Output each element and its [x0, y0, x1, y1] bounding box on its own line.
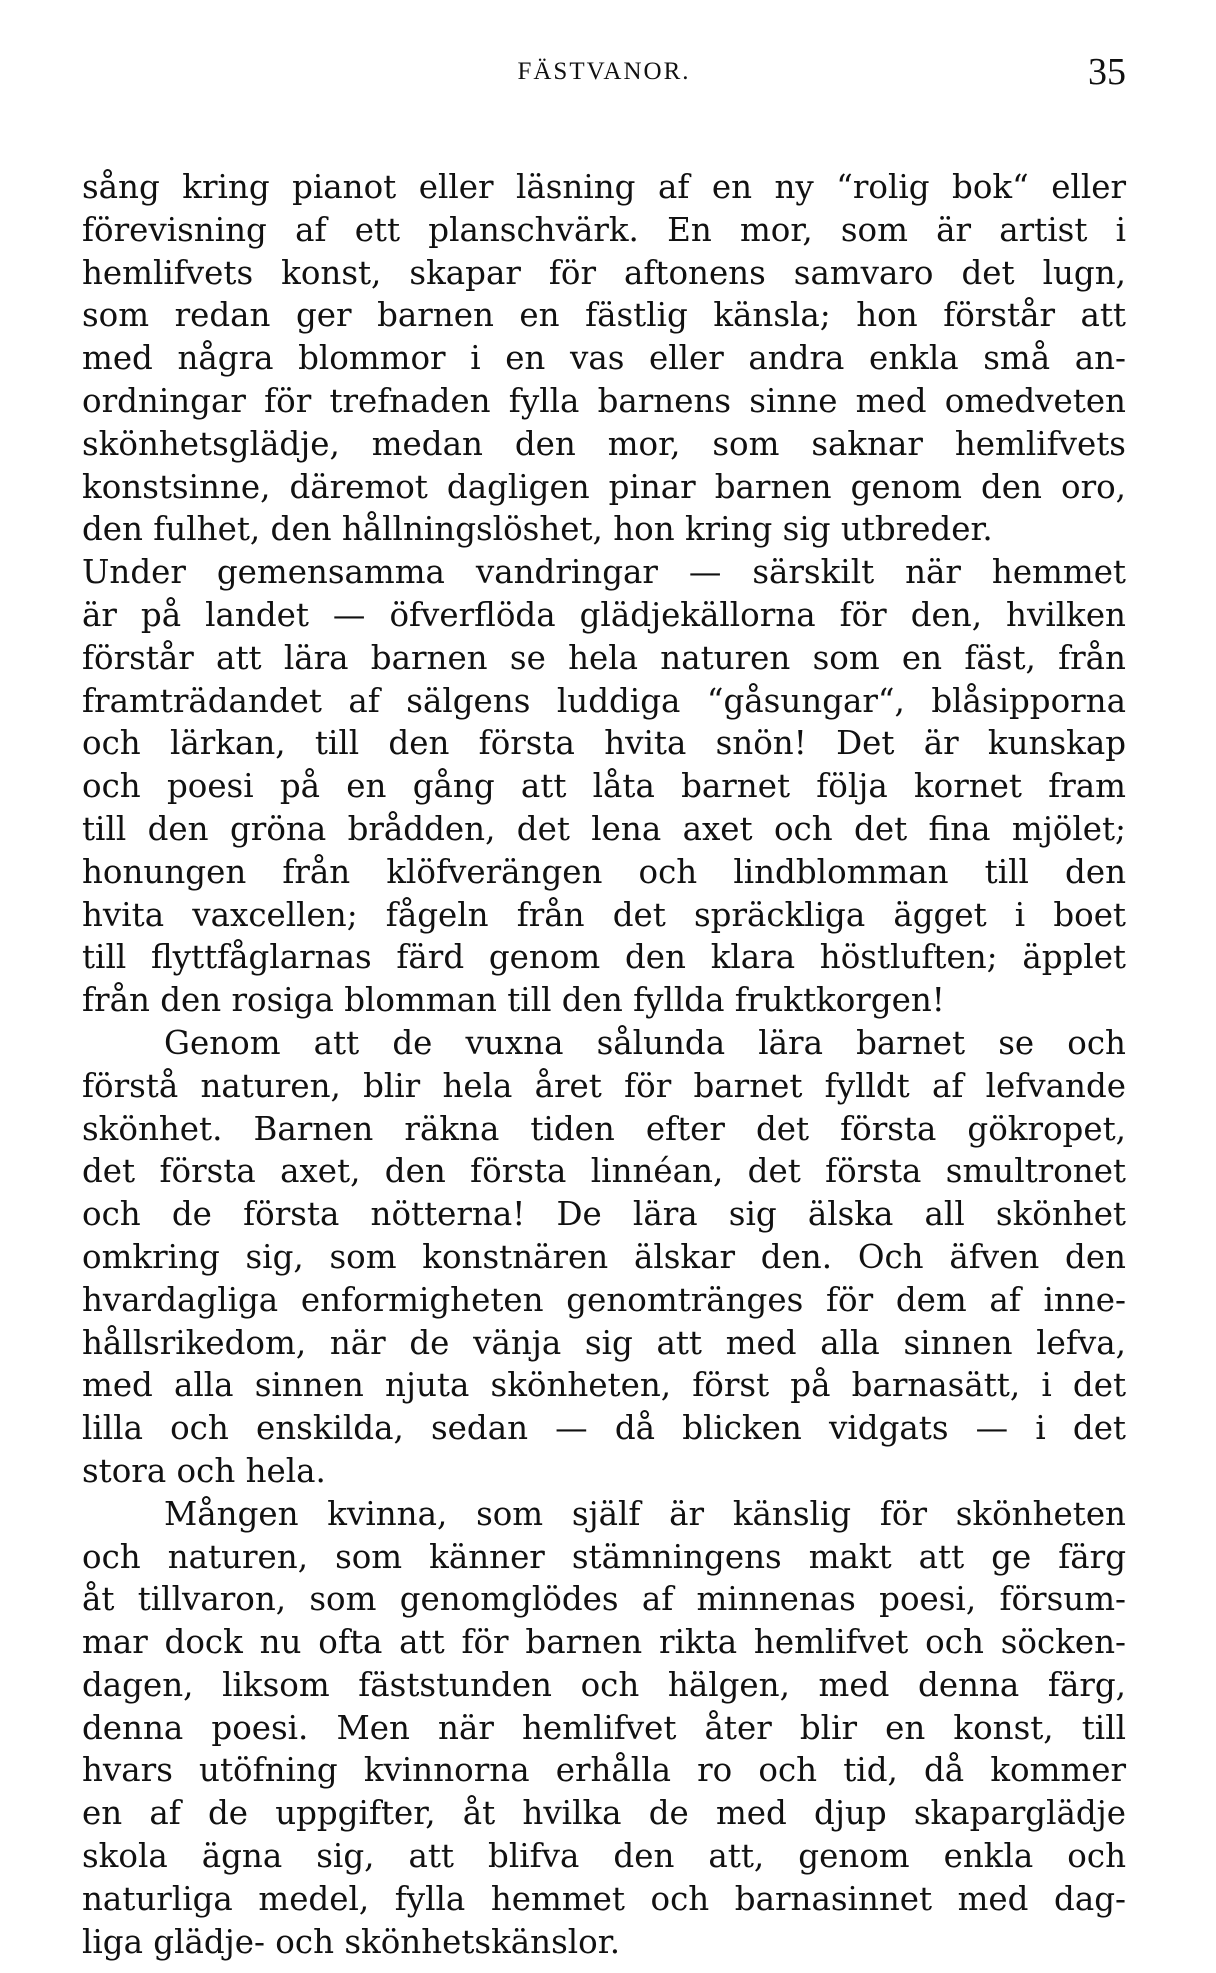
text-line: hvita vaxcellen; fågeln från det spräckliga ägget i boet	[82, 895, 1126, 934]
text-line: honungen från klöfverängen och lindblomman till den	[82, 852, 1126, 891]
running-title: FÄSTVANOR.	[517, 58, 691, 85]
text-line: Under gemensamma vandringar — särskilt när hemmet	[82, 553, 1126, 592]
text-line: till den gröna brådden, det lena axet och det fina mjölet;	[82, 809, 1126, 848]
text-line: Genom att de vuxna sålunda lära barnet se och	[164, 1023, 1126, 1062]
text-line: framträdandet af sälgens luddiga “gåsungar“, blåsipporna	[82, 681, 1126, 720]
text-line: ordningar för trefnaden fylla barnens sinne med omedveten	[82, 381, 1126, 420]
text-line: och lärkan, till den första hvita snön! Det är kunskap	[82, 724, 1126, 763]
text-line: och poesi på en gång att låta barnet följa kornet fram	[82, 767, 1126, 806]
running-header	[82, 50, 1126, 110]
text-line: naturliga medel, fylla hemmet och barnasinnet med dag-	[82, 1879, 1126, 1918]
text-line: och naturen, som känner stämningens makt att ge färg	[82, 1537, 1126, 1576]
page-number: 35	[1088, 51, 1126, 93]
text-line: från den rosiga blomman till den fyllda fruktkorgen!	[82, 981, 945, 1020]
text-line: förstår att lära barnen se hela naturen som en fäst, från	[82, 638, 1126, 677]
text-line: hemlifvets konst, skapar för aftonens samvaro det lugn,	[82, 253, 1126, 292]
text-line: sång kring pianot eller läsning af en ny “rolig bok“ eller	[82, 168, 1126, 206]
text-line: med några blommor i en vas eller andra enkla små an-	[82, 339, 1126, 378]
text-line: Mången kvinna, som själf är känslig för skönheten	[164, 1494, 1126, 1533]
text-line: dagen, liksom fäststunden och hälgen, med denna färg,	[82, 1665, 1126, 1704]
text-line: det första axet, den första linnéan, det första smultronet	[82, 1152, 1126, 1191]
text-line: med alla sinnen njuta skönheten, först på barnasätt, i det	[82, 1366, 1126, 1405]
text-line: förevisning af ett planschvärk. En mor, som är artist i	[82, 210, 1126, 249]
text-line: är på landet — öfverflöda glädjekällorna för den, hvilken	[82, 595, 1126, 634]
body-text	[82, 166, 1126, 1963]
text-line: hvardagliga enformigheten genomtränges för dem af inne-	[82, 1280, 1126, 1319]
text-line: mar dock nu ofta att för barnen rikta hemlifvet och söcken-	[82, 1623, 1126, 1662]
text-line: skönhetsglädje, medan den mor, som saknar hemlifvets	[82, 424, 1126, 463]
text-line: hvars utöfning kvinnorna erhålla ro och tid, då kommer	[82, 1751, 1126, 1790]
text-line: hållsrikedom, när de vänja sig att med alla sinnen lefva,	[82, 1323, 1126, 1362]
text-line: den fulhet, den hållningslöshet, hon kring sig utbreder.	[82, 510, 993, 549]
text-line: som redan ger barnen en fästlig känsla; hon förstår att	[82, 296, 1126, 335]
text-line: en af de uppgifter, åt hvilka de med djup skaparglädje	[82, 1794, 1126, 1833]
text-line: och de första nötterna! De lära sig älska all skönhet	[82, 1195, 1126, 1234]
text-line: lilla och enskilda, sedan — då blicken vidgats — i det	[82, 1409, 1126, 1448]
text-line: stora och hela.	[82, 1451, 326, 1490]
text-line: konstsinne, däremot dagligen pinar barnen genom den oro,	[82, 467, 1126, 506]
text-line: omkring sig, som konstnären älskar den. Och äfven den	[82, 1237, 1126, 1276]
text-line: åt tillvaron, som genomglödes af minnenas poesi, försum-	[82, 1580, 1126, 1619]
text-line: skola ägna sig, att blifva den att, genom enkla och	[82, 1837, 1126, 1876]
text-line: skönhet. Barnen räkna tiden efter det första gökropet,	[82, 1109, 1126, 1148]
text-line: till flyttfåglarnas färd genom den klara höstluften; äpplet	[82, 938, 1126, 977]
text-line: denna poesi. Men när hemlifvet åter blir en konst, till	[82, 1708, 1126, 1747]
text-line: förstå naturen, blir hela året för barnet fylldt af lefvande	[82, 1066, 1126, 1105]
text-line: liga glädje- och skönhetskänslor.	[82, 1922, 621, 1961]
